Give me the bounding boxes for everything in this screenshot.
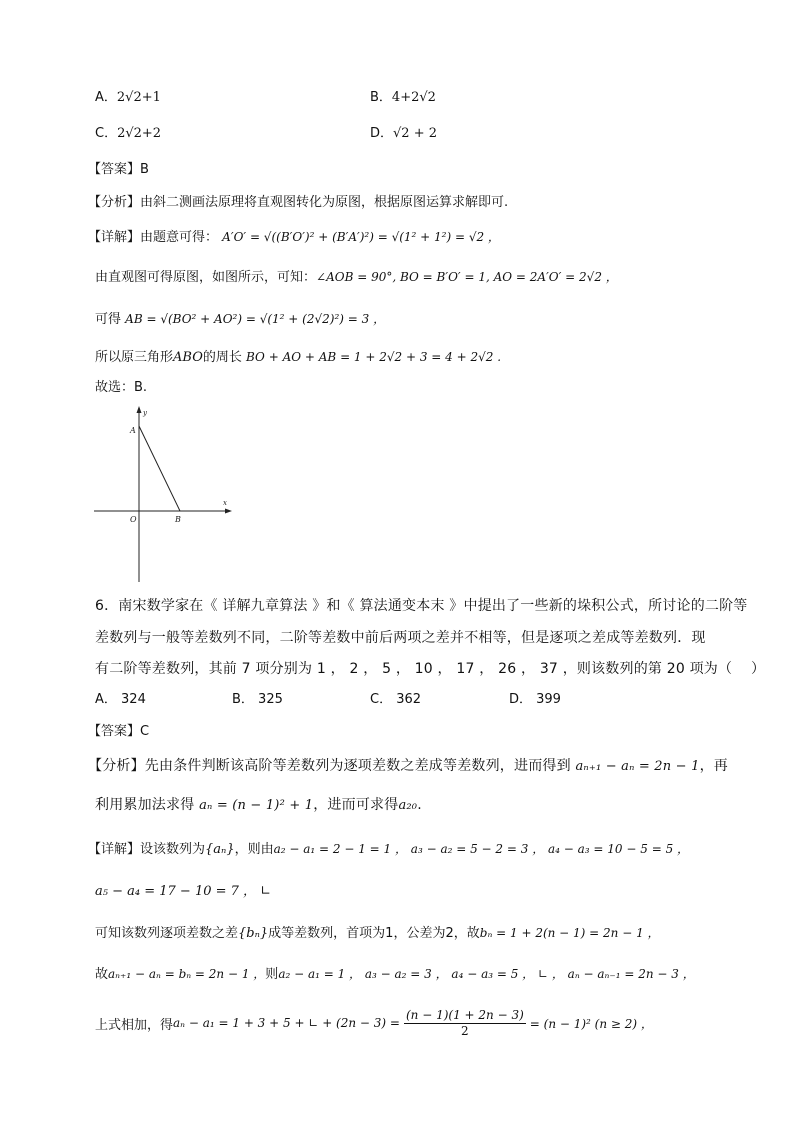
line4-text: 所以原三角形 [95, 350, 174, 365]
label-x: x [223, 499, 227, 507]
answer-tag: 【答案】 [88, 724, 141, 739]
q5-option-d [370, 122, 437, 141]
detail4-mid: 则 [265, 967, 279, 982]
fraction-numerator: (n − 1)(1 + 2n − 3) [405, 1008, 524, 1022]
detail-formula2: a₂ − a₁ = 2 − 1 = 1 ， a₃ − a₂ = 5 − 2 = 3 ， a₄ − a₃ = 10 − 5 = 5 ， [273, 842, 690, 856]
q5-answer [88, 158, 149, 177]
q6-stem-line3: 有二阶等差数列，其前 7 项分别为 1 ， 2 ， 5 ， 10 ， 17 ， 26 ， 37 ，则该数列的第 20 项为（ ） [95, 661, 766, 677]
analysis-formula: aₙ₊₁ − aₙ = 2n − 1 [575, 759, 700, 774]
detail5-formula: aₙ − a₁ = 1 + 3 + 5 + ∟ + (2n − 3) = [173, 1016, 400, 1030]
analysis-tag: 【分析】 [88, 195, 141, 210]
q6-option-d: D． 399 [509, 692, 561, 707]
detail4-text: 故 [95, 967, 109, 982]
option-a-value: 2√2+1 [116, 90, 161, 105]
fraction-denominator: 2 [461, 1024, 469, 1038]
q6-detail-line4 [95, 963, 695, 982]
q6-detail-line2 [95, 880, 271, 899]
detail3-mid: 成等差数列，首项为 [268, 926, 386, 941]
detail3-two: 2 [445, 926, 454, 941]
detail3-formula2: bₙ = 1 + 2(n − 1) = 2n − 1 ， [479, 926, 660, 940]
detail3-mid3: ，故 [453, 926, 480, 941]
q6-detail-line1 [88, 838, 689, 857]
q6-detail-line5 [95, 1008, 653, 1038]
fraction [404, 1008, 526, 1038]
detail5-tail: = (n − 1)² (n ≥ 2) ， [529, 1016, 653, 1031]
q6-answer [88, 720, 149, 739]
detail-formula: {aₙ} [205, 842, 235, 857]
segment-ab [139, 426, 180, 511]
line2-text: 由直观图可得原图，如图所示，可知： [95, 270, 317, 285]
y-axis-arrow [137, 406, 142, 413]
q5-detail-line1 [88, 226, 500, 245]
q6-stem-line1: 6．南宋数学家在《 详解九章算法 》和《 算法通变本末 》中提出了一些新的垛积公式，所讨论的二阶等 [95, 598, 748, 614]
detail-mid: ，则由 [234, 842, 274, 857]
q5-option-c [95, 122, 161, 141]
q5-choice: 故选：B. [95, 380, 148, 395]
option-c-label: C． [95, 126, 118, 141]
detail4-formula2: a₂ − a₁ = 1 ， a₃ − a₂ = 3 ， a₄ − a₃ = 5 ， ∟ ， aₙ − aₙ₋₁ = 2n − 3 ， [278, 967, 695, 981]
coordinate-figure [90, 404, 235, 584]
x-axis-arrow [225, 509, 232, 514]
label-y: y [143, 409, 147, 417]
q6-stem-line2: 差数列与一般等差数列不同，二阶等差数中前后两项之差并不相等，但是逐项之差成等差数列．现 [95, 630, 706, 646]
detail3-one: 1 [385, 926, 394, 941]
line4-formula: BO + AO + AB = 1 + 2√2 + 3 = 4 + 2√2 . [246, 350, 502, 364]
q5-detail-line3 [95, 308, 385, 327]
answer-tag: 【答案】 [88, 162, 141, 177]
line3-formula: AB = √(BO² + AO²) = √(1² + (2√2)²) = 3 ， [125, 312, 386, 326]
analysis2-mid: ，进而可求得 [313, 797, 399, 813]
analysis2-text: 利用累加法求得 [95, 797, 195, 813]
option-a-label: A． [95, 90, 117, 105]
analysis2-formula2: a₂₀ [398, 798, 418, 813]
option-d-label: D． [370, 126, 394, 141]
line2-formula: ∠AOB = 90°, BO = B′O′ = 1, AO = 2A′O′ = 2√2 ， [316, 270, 618, 284]
label-o: O [130, 515, 137, 524]
detail4-formula: aₙ₊₁ − aₙ = bₙ = 2n − 1 ， [108, 967, 266, 981]
answer-value: C [140, 724, 150, 739]
q5-detail-line4 [95, 346, 501, 365]
detail5-text: 上式相加，得 [95, 1017, 174, 1033]
analysis-text: 由斜二测画法原理将直观图转化为原图，根据原图运算求解即可. [140, 195, 509, 210]
label-a: A [130, 426, 136, 435]
q6-detail-line3 [95, 922, 660, 941]
detail2-formula: a₅ − a₄ = 17 − 10 = 7 ， ∟ [95, 884, 272, 899]
detail-tag: 【详解】 [88, 230, 141, 245]
detail-text: 由题意可得： [140, 230, 219, 245]
detail-tag: 【详解】 [88, 842, 141, 857]
option-d-value: √2 + 2 [393, 126, 437, 141]
detail-formula: A′O′ = √((B′O′)² + (B′A′)²) = √(1² + 1²) = √2 ， [222, 230, 500, 244]
label-b: B [175, 515, 181, 524]
analysis2-tail: . [417, 797, 422, 813]
analysis-text: 先由条件判断该高阶等差数列为逐项差数之差成等差数列，进而得到 [144, 758, 571, 774]
q6-option-b: B． 325 [232, 692, 283, 707]
q6-option-c: C． 362 [370, 692, 422, 707]
detail3-mid2: ，公差为 [393, 926, 446, 941]
line3-text: 可得 [95, 312, 122, 327]
q5-option-a [95, 86, 161, 105]
q6-option-a: A． 324 [95, 692, 146, 707]
answer-value: B [140, 162, 149, 177]
line4-text2: 的周长 [202, 350, 242, 365]
line4-abo: ABO [173, 350, 203, 365]
option-b-label: B． [370, 90, 392, 105]
q5-analysis [88, 191, 508, 210]
detail-text: 设该数列为 [140, 842, 206, 857]
option-c-value: 2√2+2 [117, 126, 162, 141]
detail3-formula: {bₙ} [238, 926, 269, 941]
analysis-tag: 【分析】 [88, 758, 145, 774]
q5-detail-line2 [95, 266, 618, 285]
q6-analysis-line2 [95, 794, 422, 814]
analysis-tail: ，再 [699, 758, 728, 774]
analysis2-formula: aₙ = (n − 1)² + 1 [199, 798, 314, 813]
detail3-text: 可知该数列逐项差数之差 [95, 926, 239, 941]
q5-option-b [370, 86, 436, 105]
q6-analysis-line1 [88, 755, 728, 775]
option-b-value: 4+2√2 [391, 90, 436, 105]
